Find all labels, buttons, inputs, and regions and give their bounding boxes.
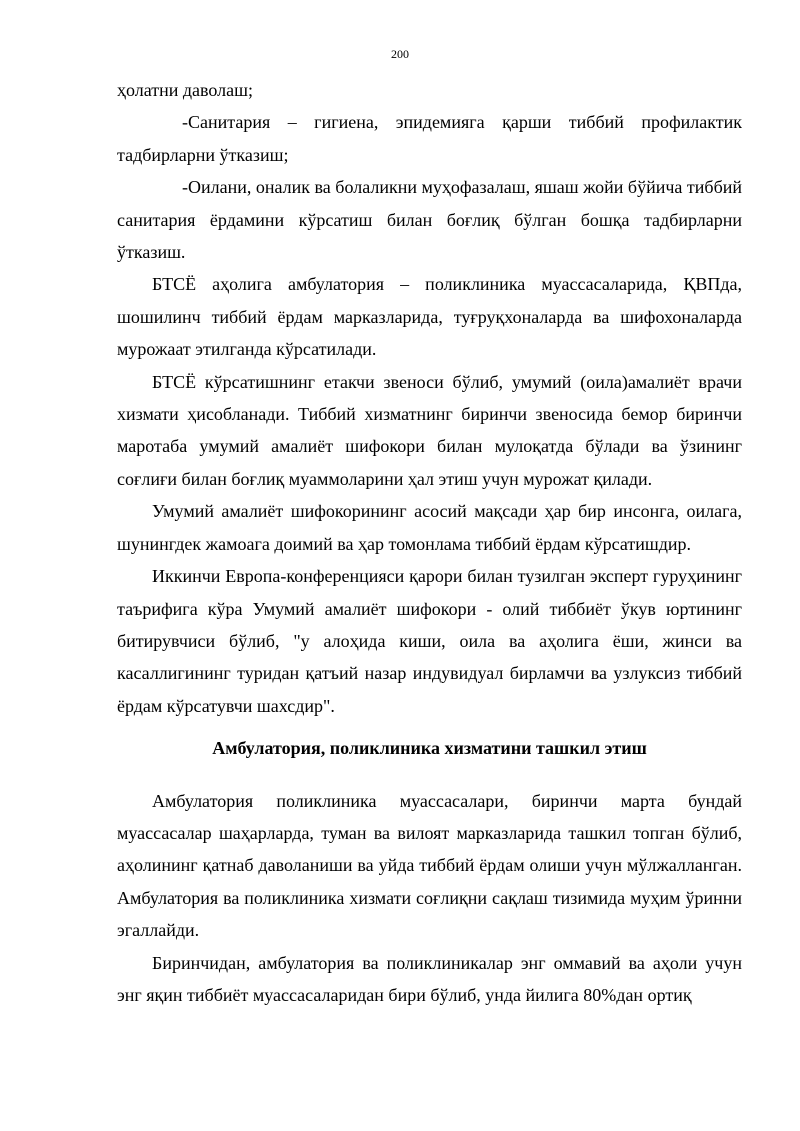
- section-heading: Амбулатория, поликлиника хизматини ташкил этиш: [212, 738, 647, 759]
- page-number: 200: [391, 47, 409, 61]
- document-body: [117, 74, 742, 1011]
- paragraph-outpatient-institutions: Амбулатория поликлиника муассасалари, биринчи марта бундай муассасалар шаҳарларда, туман ва вилоят марказларида ташкил топган бўлиб, аҳолининг қатнаб даволаниши ва уйда тиббий ёрдам олиши учун мўлжалланган. Амбулатория ва поликлиника хизмати соғлиқни сақлаш тизимида муҳим ўринни эгаллайди.: [117, 790, 742, 941]
- list-item-family-protection: -Оилани, оналик ва болаликни муҳофазалаш, яшаш жойи бўйича тиббий санитария ёрдамини кўрсатиш билан боғлиқ бўлган бошқа тадбирларни ўтказиш.: [117, 177, 742, 263]
- paragraph-firstly: Биринчидан, амбулатория ва поликлиникалар энг оммавий ва аҳоли учун энг яқин тиббиёт муассасаларидан бири бўлиб, унда йилига 80%дан ортиқ: [117, 952, 742, 1005]
- paragraph-general-practitioner-role: БТСЁ кўрсатишнинг етакчи звеноси бўлиб, умумий (оила)амалиёт врачи хизмати ҳисобланади. Тиббий хизматнинг биринчи звеносида бемор биринчи маротаба умумий амалиёт шифокори билан мулоқатда бўлади ва ўзининг соғлиғи билан боғлиқ муаммоларини ҳал этиш учун мурожат қилади.: [117, 371, 742, 489]
- paragraph-continuation: ҳолатни даволаш;: [117, 80, 254, 100]
- paragraph-european-definition: Иккинчи Европа-конференцияси қарори билан тузилган эксперт гуруҳининг таърифига кўра Умумий амалиёт шифокори - олий тиббиёт ўкув юртининг битирувчиси бўлиб, "у алоҳида киши, оила ва аҳолига ёши, жинси ва касаллигининг туридан қатъий назар индувидуал бирламчи ва узлуксиз тиббий ёрдам кўрсатувчи шахсдир".: [117, 566, 742, 716]
- list-item-sanitary: -Санитария – гигиена, эпидемияга қарши тиббий профилактик тадбирларни ўтказиш;: [117, 112, 742, 165]
- paragraph-practitioner-goal: Умумий амалиёт шифокорининг асосий мақсади ҳар бир инсонга, оилага, шунингдек жамоага доимий ва ҳар томонлама тиббий ёрдам кўрсатишдир.: [117, 501, 742, 554]
- paragraph-primary-care-locations: БТСЁ аҳолига амбулатория – поликлиника муассасаларида, ҚВПда, шошилинч тиббий ёрдам марказларида, туғруқхоналарда ва шифохоналарда мурожаат этилганда кўрсатилади.: [117, 274, 742, 360]
